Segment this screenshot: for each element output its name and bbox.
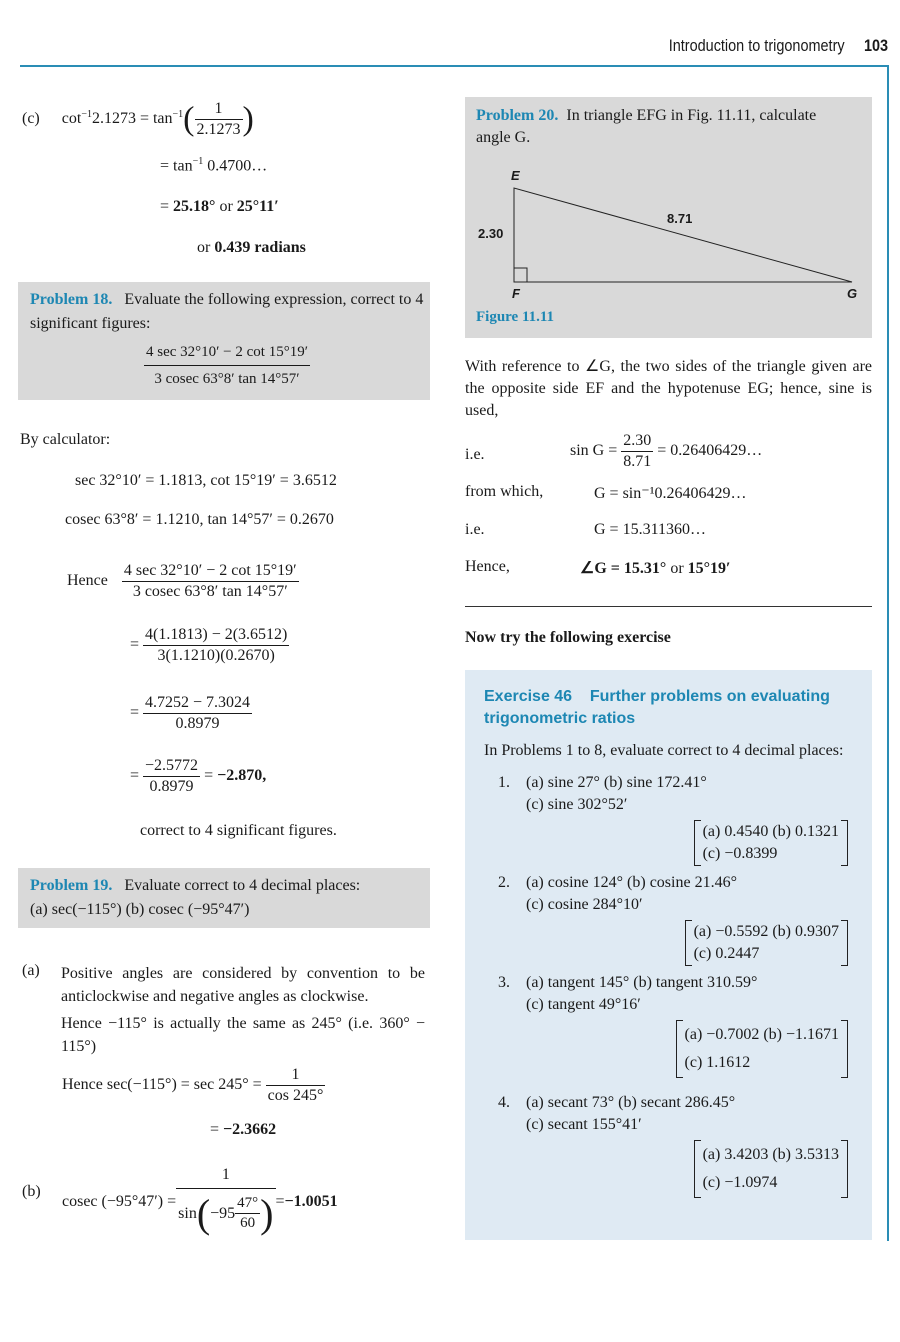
- row-label: i.e.: [465, 446, 485, 463]
- result: 15°19′: [687, 560, 731, 577]
- math-text: =: [210, 1121, 224, 1138]
- math-text: =: [204, 767, 214, 785]
- numerator: 1: [266, 1066, 326, 1086]
- item-number: 4.: [498, 1094, 510, 1111]
- result: −2.3662: [223, 1121, 277, 1138]
- part-a-result: [210, 1121, 276, 1139]
- numerator: 4 sec 32°10′ − 2 cot 15°19′: [144, 340, 310, 366]
- problem-text: In triangle EFG in Fig. 11.11, calculate angle G.: [476, 107, 817, 146]
- denominator: 3 cosec 63°8′ tan 14°57′: [132, 583, 288, 600]
- fraction: [143, 757, 200, 796]
- chapter-title: Introduction to trigonometry: [668, 36, 845, 55]
- math-text: =: [130, 767, 140, 785]
- sine-equation: [570, 432, 762, 471]
- part-c-line2: = $\tan^{-1}$ 0.4700…: [160, 156, 268, 175]
- exercise-item: [484, 872, 854, 966]
- problem-20-box: [465, 97, 872, 338]
- math-text: 2.1273 = tan: [91, 110, 173, 128]
- problem-label: Problem 20.: [476, 107, 559, 124]
- figure-caption: Figure 11.11: [476, 309, 555, 325]
- part-c-line3: [160, 198, 279, 216]
- math-text: sin: [178, 1204, 197, 1222]
- fraction: [176, 1166, 275, 1237]
- problem-label: Problem 19.: [30, 877, 113, 894]
- part-b-equation: [62, 1166, 338, 1237]
- result: −2.870,: [217, 767, 267, 785]
- answer: (c) 1.1612: [684, 1054, 751, 1071]
- numerator: −2.5772: [143, 757, 200, 777]
- fraction: [621, 432, 653, 471]
- vertex-label-e: E: [511, 168, 520, 183]
- paragraph: With reference to ∠G, the two sides of the triangle given are the opposite side EF and the hypotenuse EG; hence, sine is used,: [465, 358, 872, 419]
- answer-bracket: [676, 1020, 848, 1078]
- numerator: 4(1.1813) − 2(3.6512): [143, 626, 289, 646]
- denominator: cos 245°: [267, 1087, 324, 1104]
- final-answer: [580, 558, 731, 578]
- math-text: cot: [61, 110, 82, 128]
- exercise-title-text: Further problems on evaluating trigonometric ratios: [484, 688, 830, 727]
- math-text: −95: [210, 1204, 236, 1222]
- answer: (a) −0.7002 (b) −1.1671: [684, 1026, 839, 1043]
- calc-line: cosec 63°8′ = 1.1210, tan 14°57′ = 0.2670: [65, 511, 334, 528]
- result: 25.18°: [173, 198, 216, 215]
- math-text: G = sin⁻¹0.26406429…: [594, 485, 747, 502]
- result: 0.439 radians: [214, 239, 306, 256]
- denominator: sin ( −95 $\frac{47^\circ}{60}$ ): [178, 1191, 274, 1236]
- part-label: (c): [22, 110, 40, 128]
- denominator: 2.1273: [196, 121, 241, 138]
- math-text: = 0.26406429…: [653, 442, 763, 460]
- denominator: 3 cosec 63°8′ tan 14°57′: [154, 371, 300, 387]
- section-divider: [465, 606, 872, 607]
- result: −1.0051: [284, 1192, 338, 1210]
- hence-line: [67, 562, 299, 601]
- by-calculator-text: By calculator:: [20, 431, 111, 448]
- problem-19-box: [18, 868, 430, 928]
- question: (c) secant 155°41′: [526, 1116, 642, 1133]
- math-text: sin G =: [570, 442, 622, 460]
- denominator: 8.71: [623, 453, 652, 470]
- exercise-item: [484, 772, 854, 866]
- fraction: [266, 1066, 326, 1105]
- denominator: 3(1.1210)(0.2670): [157, 647, 275, 664]
- math-text: or: [215, 198, 237, 215]
- item-number: 2.: [498, 874, 510, 891]
- numerator: 1: [176, 1166, 275, 1189]
- running-header: [669, 36, 888, 56]
- part-label: (b): [22, 1183, 41, 1200]
- exercise-title: [465, 670, 872, 730]
- question: (a) sine 27° (b) sine 172.41°: [526, 774, 707, 791]
- part-c-line1: (c) $\cot^{-1}2.1273 = \tan^{-1}$( $\frac{1}{2.1273}$ ): [22, 100, 254, 138]
- fraction: [195, 100, 243, 139]
- result: ∠G = 15.31°: [580, 560, 667, 577]
- part-a-equation: [62, 1066, 325, 1105]
- problem-text: Evaluate correct to 4 decimal places:: [124, 877, 361, 894]
- answer: (a) −0.5592 (b) 0.9307: [693, 923, 839, 940]
- numerator: 4 sec 32°10′ − 2 cot 15°19′: [122, 562, 299, 582]
- question: (a) cosine 124° (b) cosine 21.46°: [526, 874, 737, 891]
- math-text: Hence sec(−115°) = sec 245° =: [62, 1076, 266, 1094]
- vertex-label-g: G: [847, 286, 858, 301]
- denominator: 0.8979: [175, 715, 220, 732]
- problem-18-box: [18, 282, 430, 400]
- question: (c) sine 302°52′: [526, 796, 628, 813]
- answer: (c) −0.8399: [702, 845, 778, 862]
- side-label-ef: 2.30: [478, 226, 504, 241]
- math-text: =: [275, 1192, 285, 1210]
- answer-bracket: [694, 1140, 848, 1198]
- math-text: Hence: [67, 572, 108, 590]
- answer-bracket: [694, 820, 848, 866]
- answer-bracket: [685, 920, 848, 966]
- fraction: [143, 626, 289, 665]
- exercise-intro: In Problems 1 to 8, evaluate correct to 4 decimal places:: [484, 742, 844, 759]
- result: 25°11′: [236, 198, 279, 215]
- margin-rule: [887, 65, 889, 1241]
- math-text: or: [666, 560, 688, 577]
- exercise-item: [484, 1092, 854, 1198]
- section-heading: Now try the following exercise: [465, 629, 671, 646]
- exercise-46-box: [465, 670, 872, 1240]
- exercise-item: [484, 972, 854, 1078]
- item-number: 3.: [498, 974, 510, 991]
- fraction: [122, 562, 299, 601]
- part-a-text: [61, 962, 425, 1058]
- part-c-line4: [197, 239, 306, 257]
- math-text: G = 15.311360…: [594, 521, 706, 538]
- numerator: 47°: [235, 1195, 260, 1214]
- math-text: =: [160, 198, 174, 215]
- question: (a) secant 73° (b) secant 286.45°: [526, 1094, 736, 1111]
- fraction: [143, 694, 252, 733]
- exercise-number: Exercise 46: [484, 688, 573, 705]
- problem-text: (a) sec(−115°) (b) cosec (−95°47′): [30, 901, 250, 918]
- math-text: =: [130, 636, 140, 654]
- step-2: [130, 694, 252, 733]
- question: (a) tangent 145° (b) tangent 310.59°: [526, 974, 758, 991]
- question: (c) tangent 49°16′: [526, 996, 641, 1013]
- answer: (c) −1.0974: [702, 1174, 778, 1191]
- denominator: 60: [240, 1215, 256, 1231]
- paragraph: Hence −115° is actually the same as 245° (i.e. 360° − 115°): [61, 1015, 425, 1055]
- fraction: [235, 1195, 260, 1232]
- calc-line: sec 32°10′ = 1.1813, cot 15°19′ = 3.6512: [75, 472, 337, 489]
- vertex-label-f: F: [512, 286, 520, 301]
- right-angle-marker: [514, 268, 527, 282]
- math-text: cosec (−95°47′) =: [62, 1192, 177, 1210]
- item-number: 1.: [498, 774, 510, 791]
- row-label: i.e.: [465, 521, 485, 538]
- problem-text: Evaluate the following expression, correct to 4 significant figures:: [30, 291, 424, 332]
- step-1: [130, 626, 289, 665]
- note-text: correct to 4 significant figures.: [140, 822, 337, 839]
- math-text: =: [130, 704, 140, 722]
- math-text: or: [197, 239, 215, 256]
- numerator: 2.30: [621, 432, 653, 452]
- answer: (a) 3.4203 (b) 3.5313: [702, 1146, 839, 1163]
- row-label: from which,: [465, 483, 544, 500]
- part-label: (a): [22, 962, 40, 979]
- answer: (c) 0.2447: [693, 945, 760, 962]
- paragraph: Positive angles are considered by convention to be anticlockwise and negative angles as clockwise.: [61, 965, 425, 1005]
- row-label: Hence,: [465, 558, 510, 575]
- page-number: 103: [863, 36, 888, 55]
- math-text: 0.4700…: [203, 157, 268, 175]
- question: (c) cosine 284°10′: [526, 896, 643, 913]
- triangle-efg: [514, 188, 852, 282]
- numerator: 4.7252 − 7.3024: [143, 694, 252, 714]
- fraction: [144, 340, 310, 391]
- step-3: [130, 757, 266, 796]
- numerator: 1: [195, 100, 243, 120]
- exercise-list: [465, 762, 872, 1198]
- answer: (a) 0.4540 (b) 0.1321: [702, 823, 839, 840]
- denominator: 0.8979: [149, 778, 194, 795]
- math-text: = tan: [160, 157, 193, 175]
- header-rule: [20, 65, 888, 67]
- side-label-eg: 8.71: [667, 211, 693, 226]
- problem-label: Problem 18.: [30, 291, 113, 308]
